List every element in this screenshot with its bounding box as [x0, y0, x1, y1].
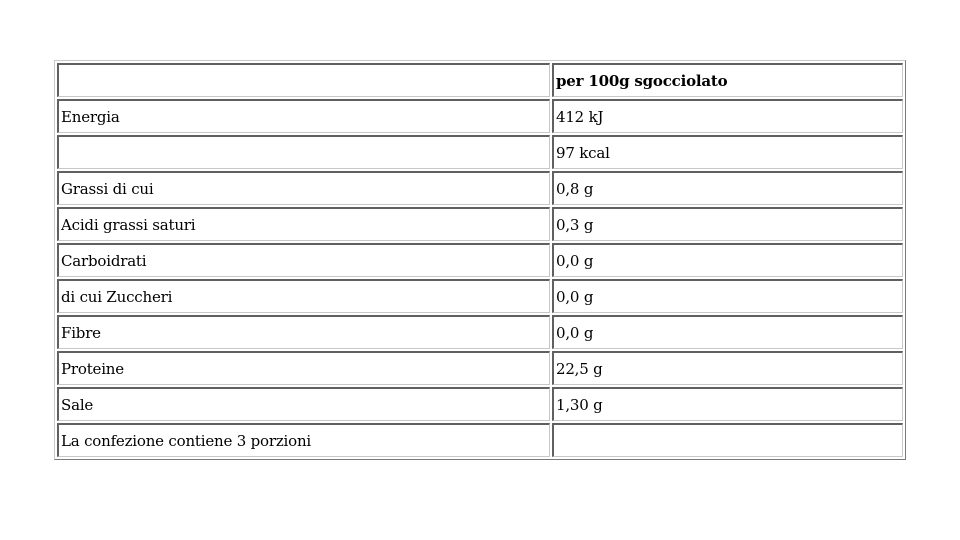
table-row — [57, 351, 903, 385]
table-row — [57, 423, 903, 457]
row-label: La confezione contiene 3 porzioni — [57, 423, 550, 457]
row-label — [57, 135, 550, 169]
row-value — [552, 423, 903, 457]
row-value: 0,0 g — [552, 315, 903, 349]
table-header-row — [57, 63, 903, 97]
row-value: 0,8 g — [552, 171, 903, 205]
table-row — [57, 243, 903, 277]
nutrition-table — [54, 60, 906, 460]
row-value: 412 kJ — [552, 99, 903, 133]
row-label: Energia — [57, 99, 550, 133]
row-value: 97 kcal — [552, 135, 903, 169]
row-label: Carboidrati — [57, 243, 550, 277]
row-value: 0,0 g — [552, 243, 903, 277]
row-label: Proteine — [57, 351, 550, 385]
row-value: 22,5 g — [552, 351, 903, 385]
table-row — [57, 99, 903, 133]
row-value: 0,0 g — [552, 279, 903, 313]
table-row — [57, 171, 903, 205]
table-row — [57, 279, 903, 313]
header-label-cell — [57, 63, 550, 97]
row-value: 0,3 g — [552, 207, 903, 241]
row-label: di cui Zuccheri — [57, 279, 550, 313]
row-label: Fibre — [57, 315, 550, 349]
row-label: Acidi grassi saturi — [57, 207, 550, 241]
header-value-cell: per 100g sgocciolato — [552, 63, 903, 97]
row-label: Grassi di cui — [57, 171, 550, 205]
table-row — [57, 315, 903, 349]
table-row — [57, 135, 903, 169]
row-value: 1,30 g — [552, 387, 903, 421]
table-row — [57, 207, 903, 241]
row-label: Sale — [57, 387, 550, 421]
table-row — [57, 387, 903, 421]
